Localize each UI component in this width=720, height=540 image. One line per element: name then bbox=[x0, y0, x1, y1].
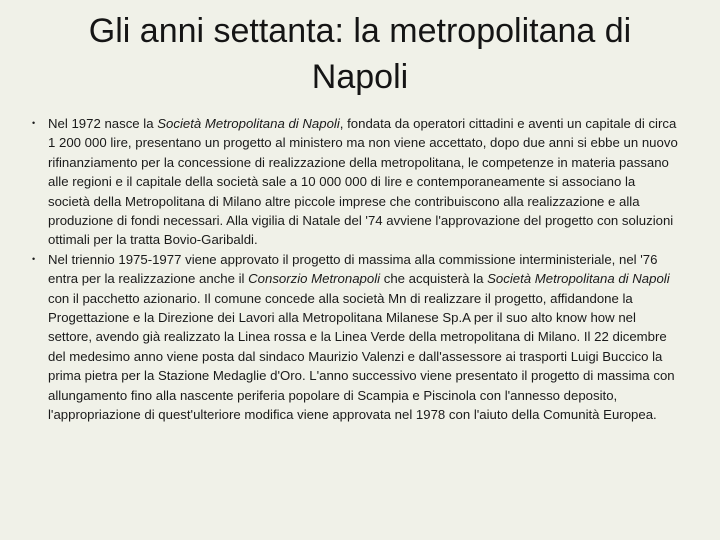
bullet-text-segment-italic: Società Metropolitana di Napoli bbox=[157, 116, 340, 131]
bullet-text-segment: Nel 1972 nasce la bbox=[48, 116, 158, 131]
slide-title: Gli anni settanta: la metropolitana di Napoli bbox=[88, 12, 632, 96]
bullet-text-segment-italic: Società Metropolitana di Napoli bbox=[487, 271, 670, 287]
bullet-text-segment: che acquisterà la bbox=[380, 271, 488, 287]
bullet-item bbox=[18, 250, 680, 425]
slide-body bbox=[18, 114, 680, 425]
bullet-text-segment: Nel triennio 1975-1977 viene approvato il progetto di massima alla commissione interministeriale, nel '76 entra per la realizzazione anche il bbox=[48, 251, 658, 287]
bullet-text-segment-italic: Consorzio Metronapoli bbox=[248, 271, 381, 287]
bullet-icon: • bbox=[32, 253, 36, 264]
bullet-icon: • bbox=[32, 118, 36, 128]
bullet-text-segment: , fondata da operatori cittadini e aventi un capitale di circa 1 200 000 lire, presentano un progetto al ministero ma non viene accettato, dopo due anni si ebbe un nuovo rifinanziamento per la concessione di realizzazione della metropolitana, le competenze in materia passano alle regioni e il capitale della società sale a 10 000 000 di lire e contemporaneamente si associano la società della Metropolitana di Milano altre piccole imprese che contribuiscono alla realizzazione e alla produzione di fondi necessari. Alla vigilia di Natale del '74 avviene l'approvazione del progetto con soluzioni ottimali per la tratta Bovio-Garibaldi. bbox=[48, 116, 678, 248]
bullet-text-segment: con il pacchetto azionario. Il comune concede alla società Mn di realizzare il progetto, affidandone la Progettazione e la Direzione dei Lavori alla Metropolitana Milanese Sp.A per il suo alto know how nel settore, avendo già realizzato la Linea rossa e la Linea Verde della metropolitana di Milano. Il 22 dicembre del medesimo anno viene posta dal sindaco Maurizio Valenzi e dall'assessore ai trasporti Luigi Buccico la prima pietra per la Stazione Medaglie d'Oro. L'anno successivo viene presentato il progetto di massima con allungamento fino alla nascente periferia popolare di Scampia e Piscinola con l'annesso deposito, l'appropriazione di quest'ulteriore modifica viene approvata nel 1978 con l'aiuto della Comunità Europea. bbox=[48, 290, 675, 423]
bullet-item bbox=[18, 114, 680, 250]
